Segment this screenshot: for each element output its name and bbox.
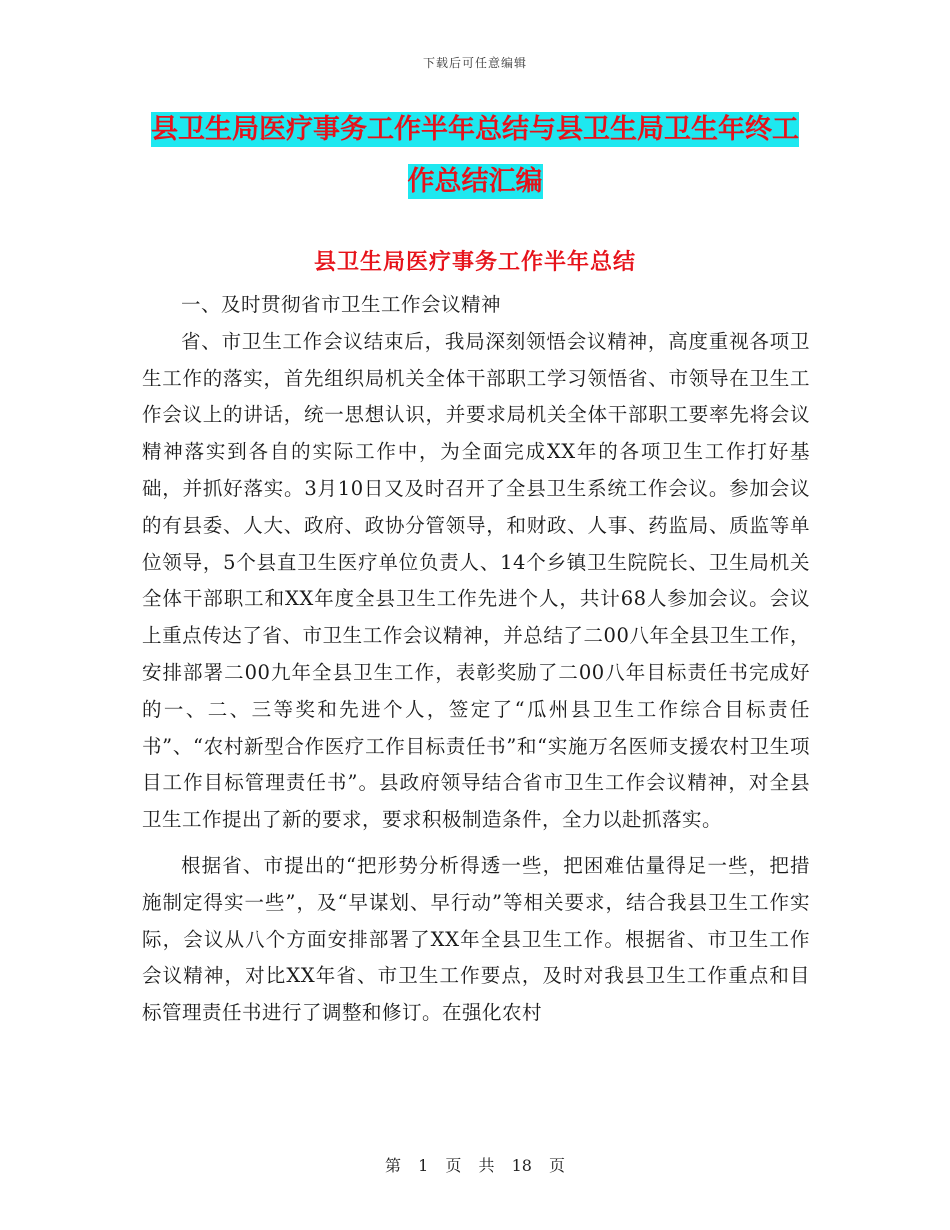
document-title bbox=[140, 104, 810, 208]
page-footer bbox=[0, 1153, 950, 1176]
footer-page-label: 页 bbox=[445, 1156, 462, 1175]
document-title-text: 县卫生局医疗事务工作半年总结与县卫生局卫生年终工作总结汇编 bbox=[151, 114, 799, 197]
footer-total-prefix: 共 bbox=[478, 1156, 495, 1175]
footer-suffix: 页 bbox=[549, 1156, 566, 1175]
paragraph: 根据省、市提出的“把形势分析得透一些，把困难估量得足一些，把措施制定得实一些”，及“早谋划、早行动”等相关要求，结合我县卫生工作实际，会议从八个方面安排部署了XX年全县卫生工作。根据省、市卫生工作会议精神，对比XX年省、市卫生工作要点，及时对我县卫生工作重点和目标管理责任书进行了调整和修订。在强化农村 bbox=[142, 853, 810, 1025]
total-pages: 18 bbox=[511, 1156, 532, 1175]
page-number: 1 bbox=[418, 1156, 429, 1175]
paragraph-heading: 一、及时贯彻省市卫生工作会议精神 bbox=[181, 293, 502, 316]
page-header-note: 下载后可任意编辑 bbox=[422, 56, 527, 70]
document-body bbox=[142, 287, 810, 1032]
section-title: 县卫生局医疗事务工作半年总结 bbox=[313, 249, 636, 275]
paragraph: 省、市卫生工作会议结束后，我局深刻领悟会议精神，高度重视各项卫生工作的落实，首先组织局机关全体干部职工学习领悟省、市领导在卫生工作会议上的讲话，统一思想认识，并要求局机关全体干部职工要率先将会议精神落实到各自的实际工作中，为全面完成XX年的各项卫生工作打好基础，并抓好落实。3月10日又及时召开了全县卫生系统工作会议。参加会议的有县委、人大、政府、政协分管领导，和财政、人事、药监局、质监等单位领导，5个县直卫生医疗单位负责人、14个乡镇卫生院院长、卫生局机关全体干部职工和XX年度全县卫生工作先进个人，共计68人参加会议。会议上重点传达了省、市卫生工作会议精神，并总结了二00八年全县卫生工作，安排部署二00九年全县卫生工作，表彰奖励了二00八年目标责任书完成好的一、二、三等奖和先进个人，签定了“瓜州县卫生工作综合目标责任书”、“农村新型合作医疗工作目标责任书”和“实施万名医师支援农村卫生项目工作目标管理责任书”。县政府领导结合省市卫生工作会议精神，对全县卫生工作提出了新的要求，要求积极制造条件，全力以赴抓落实。 bbox=[142, 329, 810, 832]
footer-prefix: 第 bbox=[384, 1156, 401, 1175]
